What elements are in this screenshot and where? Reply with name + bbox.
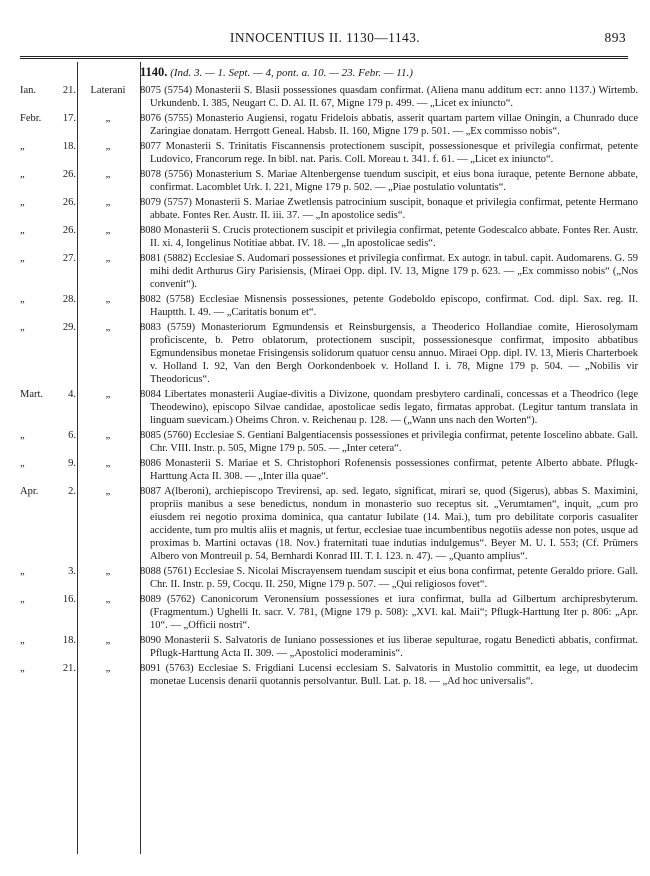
page-header	[22, 30, 628, 52]
entry-text: 8088 (5761) Ecclesiae S. Nicolai Miscrayensem tuendam suscipit et eius bona confirmat, petente Geraldo priore. Gall. Chr. II. Instr. p. 59, Cocqu. II. 250, Migne 179 p. 507. — „Qui religiosos fovet“.	[140, 566, 638, 590]
register-entry	[20, 196, 638, 222]
entry-month: „	[20, 594, 25, 605]
entry-day: 16.	[62, 594, 76, 605]
entry-date	[20, 321, 76, 334]
page-number: 893	[604, 30, 626, 45]
entry-day: 21.	[62, 663, 76, 674]
entry-date	[20, 634, 76, 647]
entry-day: 6.	[68, 430, 76, 441]
header-rule	[20, 56, 628, 57]
entry-date	[20, 565, 76, 578]
entry-place: „	[105, 294, 111, 305]
entry-day: 28.	[62, 294, 76, 305]
entry-place: „	[105, 663, 111, 674]
register-entry	[20, 485, 638, 563]
entry-place: „	[105, 486, 111, 497]
register-entry	[20, 593, 638, 632]
running-title: INNOCENTIUS II. 1130—1143.	[229, 30, 421, 45]
register-entry	[20, 84, 638, 110]
entry-place: „	[105, 594, 111, 605]
entry-text: 8081 (5882) Ecclesiae S. Audomari possessiones et privilegia confirmat. Ex autogr. in tabul. capit. Audomarens. G. 59 mihi dedit Arthurus Giry Parisiensis, (Miraei Opp. dipl. IV. 13, Migne 179 p. 623. — „Ex commisso nobis“ („Nos convenit“).	[140, 253, 638, 290]
entry-month: Mart.	[20, 389, 44, 400]
entry-month: Ian.	[20, 85, 37, 96]
entry-day: 27.	[62, 253, 76, 264]
entry-text: 8085 (5760) Ecclesiae S. Gentiani Balgentiacensis possessiones et privilegia confirmat, petente Ioscelino abbate. Gall. Chr. VIII. Instr. p. 505, Migne 179 p. 505. — „Inter cetera“.	[140, 430, 638, 454]
entry-text: 8079 (5757) Monasterii S. Mariae Zwetlensis patrocinium suscipit, bonaque et privilegia confirmat, petente Hermano abbate. Fontes Rer. Austr. II. iii. 37. — „In apostolice sedis“.	[140, 197, 638, 221]
entry-month: „	[20, 458, 25, 469]
entry-date	[20, 457, 76, 470]
register-entry	[20, 168, 638, 194]
entry-day: 4.	[68, 389, 76, 400]
entry-text: 8080 Monasterii S. Crucis protectionem suscipit et privilegia confirmat, petente Godescalco abbate. Fontes Rer. Austr. II. xi. 4, Iongelinus Notitiae abbat. IV. 18. — „In apostolicae sedis“.	[140, 225, 638, 249]
entry-month: „	[20, 253, 25, 264]
entry-month: „	[20, 197, 25, 208]
register-entry	[20, 565, 638, 591]
entry-month: „	[20, 430, 25, 441]
entry-text: 8076 (5755) Monasterio Augiensi, rogatu Fridelois abbatis, asserit quartam partem villae Oningin, a Chunrado duce Zaringiae donatam. Herrgott Geneal. Habsb. II. 160, Migne 179 p. 501. — „Ex commisso nobis“.	[140, 113, 638, 137]
register-entry	[20, 252, 638, 291]
entry-day: 3.	[68, 566, 76, 577]
entry-date	[20, 388, 76, 401]
entry-place: „	[105, 113, 111, 124]
entry-day: 21.	[62, 85, 76, 96]
entry-list	[20, 84, 638, 688]
entry-text: 8087 A(lberoni), archiepiscopo Trevirensi, ap. sed. legato, significat, mirari se, quod (Sigerus), abbas S. Maximini, propriis manibus a sese benedictus, nondum in monasterio suo receptus sit. „Verumtamen“, inquit, „cum pro eiusdem rei negotio proxima dominica, qua cantatur Iubilate (14. Mai.), tum pro debilitate corporis casualiter accidente, tum pro multis aliis et magnis, ut fertur, ecclesiae tuae incumbentibus negotiis adesse non potes, usque ad proximas b. Martini octavas (18. Nov.) fraternitati tuae indutias indulgemus“. Beyer M. U. I. 553; (Cf. Prümers Albero von Montreuil p. 54, Bernhardi Konrad III. T. I. 123. n. 47). — „Quanto amplius“.	[140, 486, 638, 562]
entry-text: 8091 (5763) Ecclesiae S. Frigdiani Lucensi ecclesiam S. Salvatoris in Mustolio committit, ea lege, ut duodecim monetae Lucensis denarii quotannis persolvantur. Bull. Lat. p. 18. — „Ad hoc universalis“.	[140, 663, 638, 687]
register-entry	[20, 140, 638, 166]
register-content	[20, 65, 638, 690]
entry-text: 8086 Monasterii S. Mariae et S. Christophori Rofenensis possessiones confirmat, petente Alberto abbate. Pflugk-Harttung Acta II. 308. — „Inter illa quae“.	[140, 458, 638, 482]
entry-text: 8075 (5754) Monasterii S. Blasii possessiones quasdam confirmat. (Aliena manu additum eст: anno 1137.) Wirtemb. Urkundenb. I. 385, Neugart C. D. Al. II. 67, Migne 179 p. 499. — „Licet ex iniuncto“.	[140, 85, 638, 109]
register-entry	[20, 224, 638, 250]
entry-month: „	[20, 635, 25, 646]
entry-day: 26.	[62, 197, 76, 208]
entry-date	[20, 252, 76, 265]
entry-month: „	[20, 294, 25, 305]
entry-month: „	[20, 225, 25, 236]
year-heading	[20, 66, 628, 82]
entry-day: 17.	[62, 113, 76, 124]
entry-place: „	[105, 225, 111, 236]
entry-date	[20, 662, 76, 675]
register-entry	[20, 321, 638, 386]
entry-place: „	[105, 430, 111, 441]
entry-date	[20, 196, 76, 209]
indiction-note: (Ind. 3. — 1. Sept. — 4, pont. a. 10. — 23. Febr. — 11.)	[170, 67, 413, 79]
entry-place: „	[105, 253, 111, 264]
entry-date	[20, 593, 76, 606]
entry-place: „	[105, 197, 111, 208]
entry-text: 8078 (5756) Monasterium S. Mariae Altenbergense tuendum suscipit, et eius bona iuraque, petente Bernone abbate, confirmat. Lacomblet Urk. I. 221, Migne 179 p. 502. — „Piae postulatio voluntatis“.	[140, 169, 638, 193]
entry-day: 26.	[62, 225, 76, 236]
entry-place: „	[105, 322, 111, 333]
entry-month: „	[20, 566, 25, 577]
register-entry	[20, 429, 638, 455]
entry-month: „	[20, 663, 25, 674]
entry-date	[20, 84, 76, 97]
entry-place: „	[105, 635, 111, 646]
entry-place: „	[105, 389, 111, 400]
register-entry	[20, 662, 638, 688]
entry-day: 9.	[68, 458, 76, 469]
entry-text: 8082 (5758) Ecclesiae Misnensis possessiones, petente Godeboldo episcopo, confirmat. Cod. dipl. Sax. reg. II. Hauptth. I. 49. — „Caritatis bonum et“.	[140, 294, 638, 318]
entry-month: Febr.	[20, 113, 42, 124]
entry-text: 8083 (5759) Monasteriorum Egmundensis et Reinsburgensis, a Theoderico Hollandiae comite, Hierosolymam proficiscente, b. Petro oblatorum, protectionem suscipit, possessionesque confirmat, imposito abbatibus Egmundensibus monetae Frisingensis solidorum quatuor censu annuo. Miraei Opp. dipl. IV. 13, Mieris Charterboek v. Holland I. 92, Van den Bergh Oorkondenboek v. Holland I. i. 78, Migne 179 p. 504. — „Nobilis vir Theodoricus“.	[140, 322, 638, 385]
year-number: 1140.	[140, 65, 168, 79]
entry-date	[20, 224, 76, 237]
entry-text: 8084 Libertates monasterii Augiae-divitis a Divizone, quondam presbytero cardinali, concessas et a Theodrico (lege Theodewino), episcopo Silvae candidae, apostolicae sedis legato, firmatas approbat. (Legitur tantum translata in linguam suevicam.) Oheims Chron. v. Reichenau p. 128. — („Wann uns nach den Worten“).	[140, 389, 638, 426]
entry-month: „	[20, 141, 25, 152]
entry-day: 18.	[62, 141, 76, 152]
entry-day: 2.	[68, 486, 76, 497]
register-entry	[20, 388, 638, 427]
register-entry	[20, 457, 638, 483]
entry-date	[20, 485, 76, 498]
register-entry	[20, 293, 638, 319]
entry-place: „	[105, 458, 111, 469]
entry-day: 29.	[62, 322, 76, 333]
entry-date	[20, 140, 76, 153]
entry-date	[20, 168, 76, 181]
entry-place: Laterani	[90, 85, 126, 96]
entry-text: 8089 (5762) Canonicorum Veronensium possessiones et iura confirmat, bulla ad Gilbertum archipresbyterum. (Fragmentum.) Ughelli It. sacr. V. 781, (Migne 179 p. 508): „XVI. kal. Maii“; Pflugk-Harttung Iter p. 806: „Apr. 10“. — „Officii nostri“.	[140, 594, 638, 631]
entry-day: 26.	[62, 169, 76, 180]
header-rule-double	[20, 58, 628, 59]
entry-month: „	[20, 169, 25, 180]
entry-day: 18.	[62, 635, 76, 646]
entry-month: Apr.	[20, 486, 39, 497]
entry-month: „	[20, 322, 25, 333]
entry-date	[20, 112, 76, 125]
register-entry	[20, 112, 638, 138]
entry-place: „	[105, 566, 111, 577]
entry-place: „	[105, 141, 111, 152]
entry-text: 8077 Monasterii S. Trinitatis Fiscannensis protectionem suscipit, possessionesque et privilegia confirmat, petente Ludovico, Francorum rege. In bibl. nat. Paris. Coll. Moreau t. 341. f. 61. — „Licet ex iniuncto“.	[140, 141, 638, 165]
entry-date	[20, 293, 76, 306]
entry-text: 8090 Monasterii S. Salvatoris de Iuniano possessiones et ius liberae sepulturae, rogatu Benedicti abbatis, confirmat. Pflugk-Harttung Acta II. 309. — „Apostolici moderaminis“.	[140, 635, 638, 659]
entry-place: „	[105, 169, 111, 180]
entry-date	[20, 429, 76, 442]
register-entry	[20, 634, 638, 660]
